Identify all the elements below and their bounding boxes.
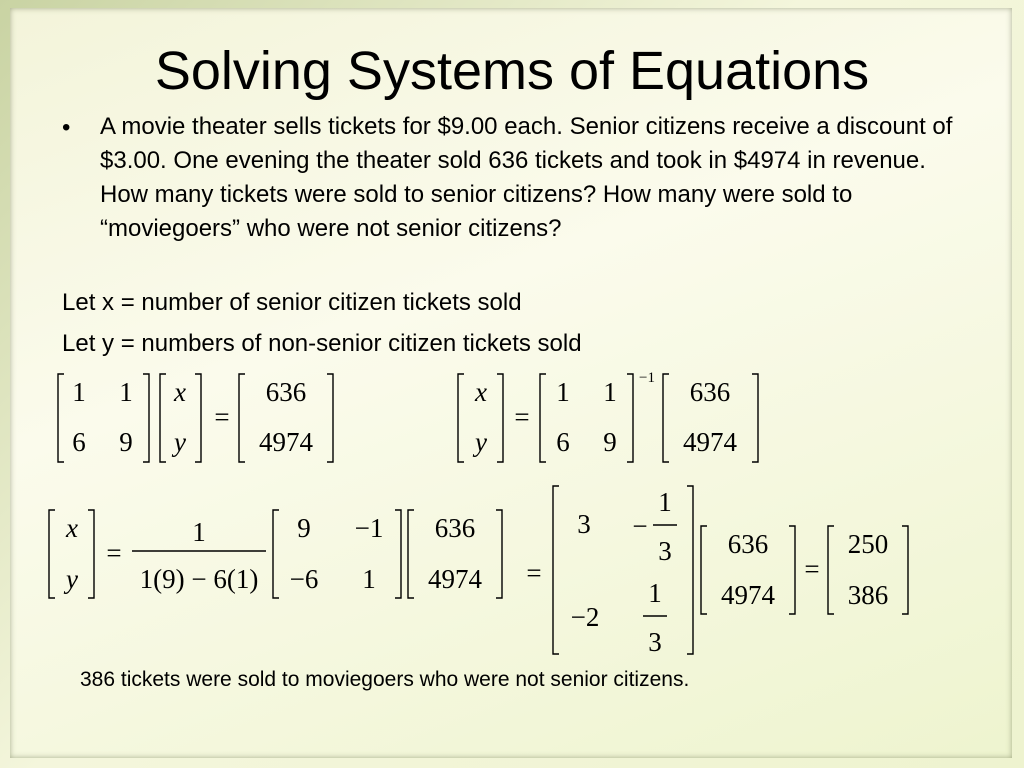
coefficient-a: 1: [72, 377, 86, 407]
adjugate-b: −1: [354, 513, 384, 543]
coefficient-d: 9: [119, 427, 133, 457]
fraction-numerator: 1: [192, 517, 206, 547]
coefficient-c: 6: [72, 427, 86, 457]
let-x-definition: Let x = number of senior citizen tickets sold: [62, 289, 522, 316]
adjugate-a: 9: [297, 513, 311, 543]
bracket-right: [327, 374, 333, 462]
coefficient-d: 9: [603, 427, 617, 457]
equals-sign: =: [514, 402, 530, 432]
bracket-right: [143, 374, 149, 462]
coefficient-c: 6: [556, 427, 570, 457]
coefficient-b: 1: [603, 377, 617, 407]
inverse-a: 3: [577, 509, 591, 539]
adjugate-d: 1: [362, 564, 376, 594]
inverse-d-numerator: 1: [648, 578, 662, 608]
variable-x: x: [66, 513, 78, 543]
constant-2: 4974: [259, 427, 313, 457]
bracket-left: [553, 486, 559, 654]
slide-title: Solving Systems of Equations: [154, 41, 870, 101]
bracket-left: [663, 374, 669, 462]
bracket-left: [273, 510, 279, 598]
adjugate-c: −6: [289, 564, 319, 594]
inverse-exponent: −1: [639, 370, 655, 386]
bracket-left: [239, 374, 245, 462]
bracket-right: [496, 510, 502, 598]
bracket-right: [687, 486, 693, 654]
bracket-left: [540, 374, 546, 462]
bracket-left: [701, 526, 707, 614]
coefficient-a: 1: [556, 377, 570, 407]
constant-1: 636: [689, 377, 731, 407]
equals-sign: =: [526, 558, 542, 588]
constant-2: 4974: [683, 427, 737, 457]
inverse-d-denominator: 3: [648, 627, 662, 657]
matrix-equation-4: [526, 486, 908, 657]
constant-1: 636: [265, 377, 307, 407]
constant-1: 636: [434, 513, 476, 543]
variable-y: y: [174, 427, 186, 457]
matrix-equation-3: [49, 510, 502, 598]
bracket-left: [58, 374, 64, 462]
bracket-left: [49, 510, 55, 598]
variable-x: x: [475, 377, 487, 407]
constant-2: 4974: [428, 564, 482, 594]
bracket-right: [88, 510, 94, 598]
bracket-left: [828, 526, 834, 614]
bracket-right: [627, 374, 633, 462]
bracket-right: [395, 510, 401, 598]
constant-2: 4974: [721, 580, 775, 610]
result-y: 386: [847, 580, 889, 610]
inverse-c: −2: [570, 602, 600, 632]
bracket-left: [458, 374, 464, 462]
bracket-left: [408, 510, 414, 598]
inverse-b-denominator: 3: [658, 536, 672, 566]
constant-1: 636: [727, 529, 769, 559]
variable-y: y: [475, 427, 487, 457]
bracket-left: [160, 374, 166, 462]
conclusion-text: 386 tickets were sold to moviegoers who were not senior citizens.: [80, 668, 690, 691]
variable-x: x: [174, 377, 186, 407]
bracket-right: [195, 374, 201, 462]
bracket-right: [752, 374, 758, 462]
variable-y: y: [66, 564, 78, 594]
equals-sign: =: [804, 554, 820, 584]
matrix-equation-1: [58, 374, 333, 462]
problem-statement: A movie theater sells tickets for $9.00 each. Senior citizens receive a discount of $3.00. One evening the theater sold 636 tickets and took in $4974 in revenue. How many tickets were sold to senior citizens? How many were sold to “moviegoers” who were not senior citizens?: [100, 113, 953, 242]
bracket-right: [497, 374, 503, 462]
bracket-right: [902, 526, 908, 614]
matrix-equation-2: [458, 370, 758, 462]
equals-sign: =: [106, 538, 122, 568]
equals-sign: =: [214, 402, 230, 432]
inverse-b-numerator: 1: [658, 487, 672, 517]
result-x: 250: [847, 529, 889, 559]
bracket-right: [789, 526, 795, 614]
coefficient-b: 1: [119, 377, 133, 407]
let-y-definition: Let y = numbers of non-senior citizen tickets sold: [62, 330, 582, 357]
bullet-marker: •: [62, 114, 71, 141]
fraction-denominator: 1(9) − 6(1): [139, 564, 259, 594]
inverse-b-sign: −: [632, 511, 648, 541]
